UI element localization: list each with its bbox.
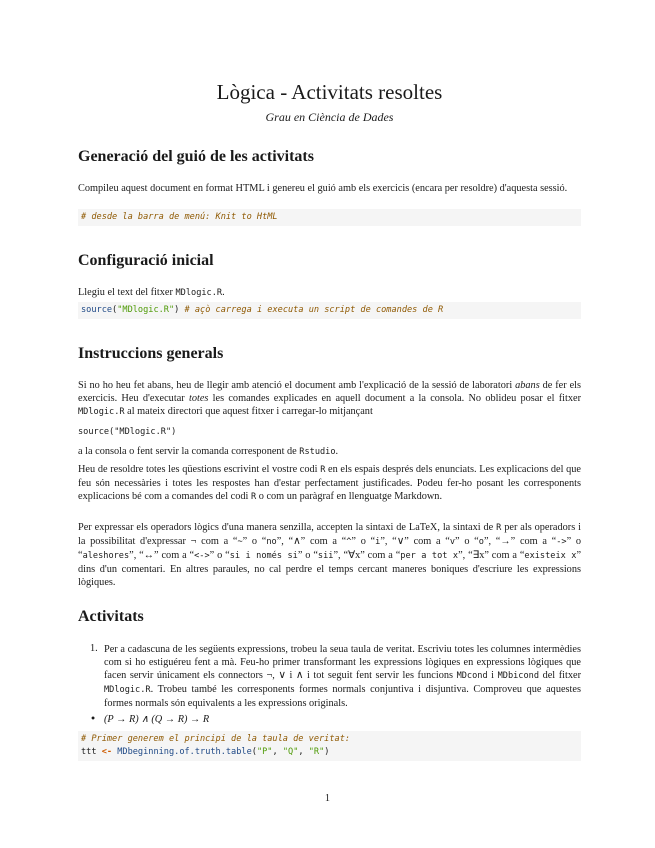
text: ” o “ <box>209 550 230 561</box>
text: ” o “ <box>351 536 376 547</box>
list-item-text <box>104 643 581 710</box>
inline-code: per a tot x <box>400 551 459 561</box>
text: per als operadors i la possibilitat d'expressar ¬ com a “ <box>78 522 581 547</box>
text: ”, “→” com a “ <box>483 536 557 547</box>
text: ” o “ <box>455 536 479 547</box>
inline-code: -> <box>556 537 567 547</box>
code-punct: ( <box>112 305 118 315</box>
text: al mateix directori que aquest fitxer i carregar-lo mitjançant <box>124 406 373 417</box>
code-string: "R" <box>308 747 325 757</box>
inline-code: i <box>375 537 381 547</box>
inline-code: v <box>449 537 456 547</box>
code-block-knit <box>78 209 581 226</box>
emphasis: totes <box>188 393 209 404</box>
section-heading-activitats: Activitats <box>78 608 144 625</box>
text: de fer els exercicis. Heu d'executar <box>78 380 582 404</box>
code-comment: # açò carrega i executa un script de comandes de R <box>179 305 444 315</box>
code-function: source <box>81 305 113 315</box>
paragraph-operadors <box>78 521 581 589</box>
text: ” o “ <box>242 536 267 547</box>
bullet-marker: • <box>90 713 97 725</box>
section-heading-configuracio: Configuració inicial <box>78 252 214 269</box>
document-title: Lògica - Activitats resoltes <box>216 80 443 104</box>
paragraph-resoldre <box>78 463 581 504</box>
text: Si no ho heu fet abans, heu de llegir amb atenció el document amb l'explicació de la sessió de laboratori <box>78 380 516 391</box>
code-function: MDbeginning.of.truth.table <box>112 747 252 757</box>
inline-code: <-> <box>194 551 210 561</box>
inline-code: ~ <box>237 537 243 547</box>
emphasis: abans <box>515 380 540 391</box>
text: a la consola o fent servir la comanda corresponent de <box>78 446 300 457</box>
code-comment: # Primer generem el principi de la taula de veritat: <box>81 734 351 744</box>
code-punct: , <box>272 747 283 757</box>
text: ” dins d'un comentari. En altres paraules, no cal perdre el temps cercant maneres boniques d'escriure les expressions lògiques. <box>78 550 582 588</box>
text: ” o “ <box>78 536 582 561</box>
text: . <box>335 446 339 457</box>
code-punct: , <box>298 747 309 757</box>
code-assign: <- <box>101 747 113 757</box>
text: en els espais després dels enunciats. Les explicacions del que feu són necessàries i totes les respostes han d'estar perfectament justificades. Podeu fer-ho posant les corresponents explicacions bé com a comandes del codi <box>78 464 581 502</box>
text: ”, “∧” com a “ <box>276 536 347 547</box>
code-string: "P" <box>256 747 273 757</box>
inline-code: no <box>266 537 277 547</box>
inline-code: R <box>320 465 326 475</box>
text: Per a cadascuna de les següents expressions, trobeu la seua taula de veritat. Escriviu totes les columnes intermèdies com si ho estiguéreu fent a mà. Feu-ho primer transformant les expressions lògiques en expressions lògiques que facen servir únicament els connectors ¬, ∨ i ∧ i tot seguit fent servir les funcions <box>104 644 581 681</box>
text: i <box>487 670 498 681</box>
code-block-truth-table <box>78 731 581 761</box>
text: del fitxer <box>539 670 582 681</box>
inline-code: MDcond <box>456 671 488 681</box>
document-subtitle: Grau en Ciència de Dades <box>265 110 394 124</box>
text: les comandes explicades en aquell document a la consola. No oblideu posar el fitxer <box>208 393 581 404</box>
inline-code: sii <box>317 551 334 561</box>
inline-code: MDlogic.R <box>104 685 151 695</box>
text: o com un paràgraf en llenguatge Markdown. <box>256 491 443 502</box>
plain-code-source: source("MDlogic.R") <box>78 427 177 437</box>
section-heading-instruccions: Instruccions generals <box>78 345 224 362</box>
paragraph-llegiu <box>78 286 581 300</box>
section-heading-generacio: Generació del guió de les activitats <box>78 148 314 165</box>
code-punct: ) <box>324 747 330 757</box>
inline-code: MDlogic.R <box>78 407 125 417</box>
text: Heu de resoldre totes les qüestions escrivint el vostre codi <box>78 464 321 475</box>
bullet-expression: (P → R) ∧ (Q → R) → R <box>104 714 210 725</box>
inline-code: aleshores <box>82 551 130 561</box>
code-string: "MDlogic.R" <box>117 305 175 315</box>
code-string: "Q" <box>282 747 299 757</box>
text: ”, “↔” com a “ <box>129 550 195 561</box>
code-block-source <box>78 302 581 319</box>
inline-code: o <box>478 537 484 547</box>
inline-code: ^ <box>346 537 352 547</box>
text: . <box>222 287 225 298</box>
text: Per expressar els operadors lògics d'una manera senzilla, accepten la sintaxi de LaTeX, la sintaxi de <box>78 522 497 533</box>
inline-code: R <box>496 523 502 533</box>
code-comment: # desde la barra de menú: Knit to HtML <box>81 212 278 222</box>
code-punct: ) <box>174 305 180 315</box>
inline-code: R <box>250 492 257 502</box>
text: ”, “∨” com a “ <box>380 536 450 547</box>
paragraph-abans <box>78 379 581 419</box>
list-number: 1. <box>90 643 98 654</box>
code-variable: ttt <box>81 747 102 757</box>
inline-code: MDbicond <box>497 671 540 681</box>
text: Llegiu el text del fitxer <box>78 287 176 298</box>
text: ” o “ <box>297 550 318 561</box>
paragraph-consola <box>78 445 581 459</box>
inline-code: existeix x <box>524 551 577 561</box>
inline-code: si i només si <box>229 551 298 561</box>
text: ”, “∀x” com a “ <box>333 550 401 561</box>
text: ”, “∃x” com a “ <box>458 550 525 561</box>
paragraph-compileu: Compileu aquest document en format HTML i genereu el guió amb els exercicis (encara per resoldre) d'aquesta sessió. <box>78 183 568 194</box>
page-number: 1 <box>324 793 331 804</box>
code-punct: ( <box>251 747 257 757</box>
inline-code: Rstudio <box>299 447 336 457</box>
inline-code: MDlogic.R <box>175 288 223 298</box>
text: . Trobeu també les corresponents formes normals conjuntiva i disjuntiva. Comproveu que aquestes formes normals són equivalents a les expressions originals. <box>104 684 581 709</box>
